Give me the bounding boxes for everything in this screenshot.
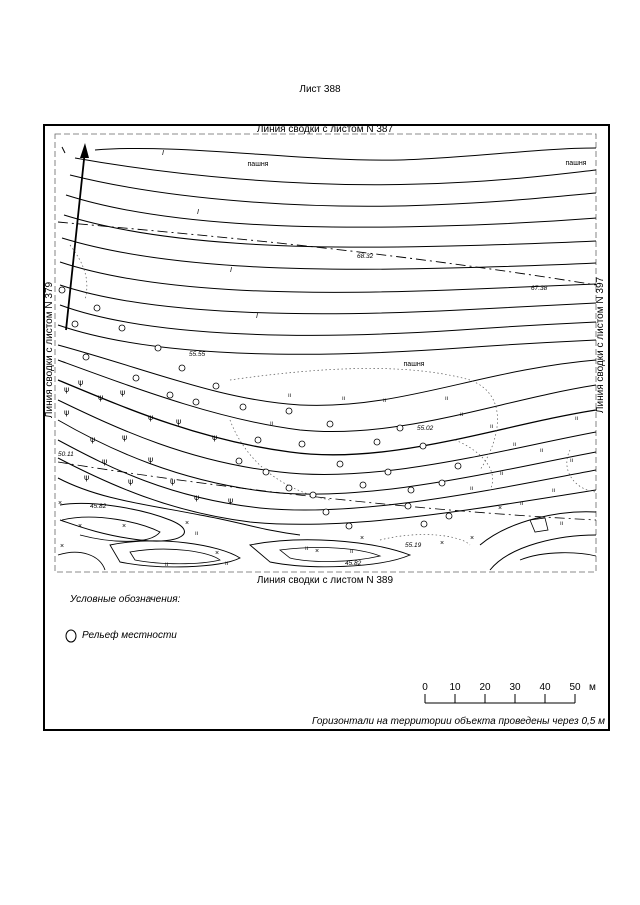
land-label-arable: пашня bbox=[247, 161, 269, 168]
contour-line bbox=[60, 285, 596, 314]
legend-title: Условные обозначения: bbox=[70, 594, 181, 605]
scale-tick-label: 10 bbox=[449, 682, 461, 693]
svg-text:×: × bbox=[470, 535, 475, 542]
structure-outline bbox=[530, 518, 548, 532]
svg-text:45.82: 45.82 bbox=[345, 560, 362, 567]
contour-interval-note: Горизонтали на территории объекта проведены через 0,5 м bbox=[311, 716, 605, 727]
svg-text:×: × bbox=[78, 523, 83, 530]
svg-text:ıı: ıı bbox=[288, 393, 292, 399]
svg-text:×: × bbox=[315, 548, 320, 555]
svg-text:ψ: ψ bbox=[102, 457, 108, 466]
svg-text:ψ: ψ bbox=[78, 378, 84, 387]
svg-text:ıı: ıı bbox=[445, 396, 449, 402]
scale-unit: м bbox=[589, 682, 596, 693]
contour-line bbox=[62, 238, 596, 269]
edge-label-bottom: Линия сводки с листом N 389 bbox=[256, 575, 394, 586]
scale-tick-label: 50 bbox=[569, 682, 581, 693]
contour-line bbox=[62, 517, 160, 541]
svg-text:67.38: 67.38 bbox=[531, 285, 548, 292]
svg-text:ıı: ıı bbox=[500, 471, 504, 477]
contour-line bbox=[58, 440, 596, 510]
svg-text:ıı: ıı bbox=[552, 488, 556, 494]
svg-text:ψ: ψ bbox=[212, 433, 218, 442]
svg-text:ψ: ψ bbox=[148, 455, 154, 464]
contour-line bbox=[60, 305, 596, 335]
contour-line bbox=[280, 548, 380, 562]
edge-label-left: Линия сводки с листом N 379 bbox=[44, 281, 55, 419]
svg-text:ψ: ψ bbox=[194, 493, 200, 502]
svg-text:ıı: ıı bbox=[270, 421, 274, 427]
svg-text:55.19: 55.19 bbox=[405, 542, 422, 549]
svg-text:ıı: ıı bbox=[165, 562, 169, 568]
grass-symbols bbox=[165, 393, 579, 568]
svg-text:ıı: ıı bbox=[540, 448, 544, 454]
svg-text:ıı: ıı bbox=[342, 396, 346, 402]
svg-text:ıı: ıı bbox=[490, 424, 494, 430]
svg-text:ψ: ψ bbox=[228, 496, 234, 505]
svg-text:×: × bbox=[185, 520, 190, 527]
land-label-arable: пашня bbox=[565, 160, 587, 167]
contour-line bbox=[58, 552, 105, 570]
scale-tick-label: 20 bbox=[479, 682, 491, 693]
svg-text:×: × bbox=[498, 505, 503, 512]
svg-text:ıı: ıı bbox=[520, 501, 524, 507]
svg-text:×: × bbox=[440, 540, 445, 547]
svg-text:ψ: ψ bbox=[148, 413, 154, 422]
dashed-boundary bbox=[58, 222, 596, 285]
svg-text:ψ: ψ bbox=[64, 408, 70, 417]
svg-text:68.32: 68.32 bbox=[357, 253, 374, 260]
scale-tick-label: 0 bbox=[422, 682, 428, 693]
svg-text:×: × bbox=[58, 500, 63, 507]
circle-relief-icon bbox=[66, 630, 76, 642]
contour-line bbox=[520, 553, 596, 560]
contour-line bbox=[130, 549, 220, 564]
svg-text:ıı: ıı bbox=[350, 549, 354, 555]
svg-text:×: × bbox=[60, 543, 65, 550]
contour-line bbox=[75, 158, 596, 185]
svg-text:ıı: ıı bbox=[513, 442, 517, 448]
contour-line bbox=[64, 215, 596, 247]
svg-text:×: × bbox=[215, 550, 220, 557]
scale-bar bbox=[422, 682, 596, 703]
svg-text:ψ: ψ bbox=[120, 388, 126, 397]
contour-line bbox=[110, 541, 240, 567]
svg-text:I: I bbox=[256, 313, 258, 320]
relief-circles bbox=[59, 287, 461, 529]
sheet-title: Лист 388 bbox=[299, 84, 341, 95]
svg-text:50.11: 50.11 bbox=[58, 451, 74, 458]
scale-tick-label: 30 bbox=[509, 682, 521, 693]
svg-text:55.55: 55.55 bbox=[189, 351, 206, 358]
edge-label-top: Линия сводки с листом N 387 bbox=[256, 124, 394, 135]
svg-text:ψ: ψ bbox=[98, 393, 104, 402]
north-arrow-head bbox=[80, 143, 89, 158]
contour-line bbox=[250, 540, 410, 567]
svg-text:45.82: 45.82 bbox=[90, 503, 107, 510]
svg-text:ıı: ıı bbox=[470, 486, 474, 492]
contour-line bbox=[490, 535, 596, 570]
contour-index-marks bbox=[162, 150, 258, 320]
legend-item-relief: Рельеф местности bbox=[82, 630, 177, 641]
svg-text:ψ: ψ bbox=[90, 435, 96, 444]
contour-line bbox=[70, 175, 596, 206]
svg-text:ψ: ψ bbox=[170, 477, 176, 486]
svg-text:×: × bbox=[360, 535, 365, 542]
svg-text:ıı: ıı bbox=[305, 546, 309, 552]
svg-text:I: I bbox=[162, 150, 164, 157]
svg-text:I: I bbox=[197, 209, 199, 216]
svg-text:ıı: ıı bbox=[225, 561, 229, 567]
contour-line bbox=[58, 400, 596, 475]
north-arrow-tail bbox=[62, 147, 65, 153]
svg-text:ıı: ıı bbox=[560, 521, 564, 527]
contour-lines bbox=[58, 148, 596, 570]
svg-text:55.02: 55.02 bbox=[417, 425, 434, 432]
contour-line bbox=[95, 148, 596, 160]
svg-text:ψ: ψ bbox=[128, 477, 134, 486]
svg-text:ıı: ıı bbox=[460, 412, 464, 418]
svg-text:I: I bbox=[230, 267, 232, 274]
svg-text:ψ: ψ bbox=[176, 417, 182, 426]
svg-text:ıı: ıı bbox=[383, 398, 387, 404]
vegetation-symbols bbox=[64, 378, 233, 505]
land-label-arable: пашня bbox=[403, 361, 425, 368]
dotted-lines bbox=[70, 245, 596, 545]
svg-text:×: × bbox=[122, 523, 127, 530]
contour-line bbox=[58, 360, 596, 432]
svg-text:ıı: ıı bbox=[575, 416, 579, 422]
scale-tick-label: 40 bbox=[539, 682, 551, 693]
edge-label-right: Линия сводки с листом N 397 bbox=[595, 276, 606, 414]
svg-text:ıı: ıı bbox=[195, 531, 199, 537]
svg-text:ψ: ψ bbox=[84, 473, 90, 482]
svg-text:ψ: ψ bbox=[122, 433, 128, 442]
svg-text:ψ: ψ bbox=[64, 385, 70, 394]
contour-line bbox=[58, 325, 596, 354]
svg-text:ıı: ıı bbox=[570, 458, 574, 464]
